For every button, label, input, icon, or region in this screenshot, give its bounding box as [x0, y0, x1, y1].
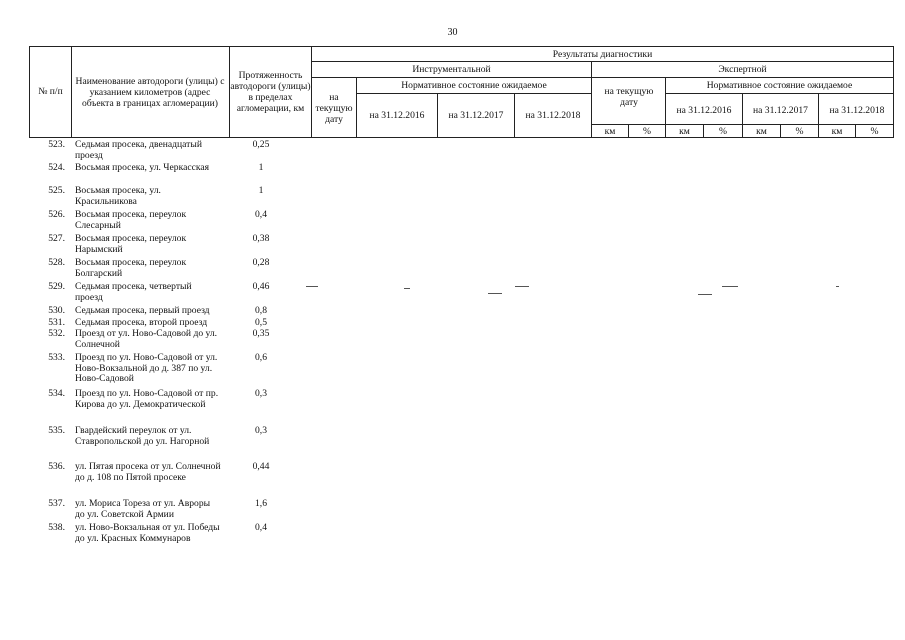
header-inst-2016: на 31.12.2016 — [369, 110, 425, 121]
unit-km-1: км — [604, 125, 616, 137]
header-instrumental: Инструментальной — [412, 64, 491, 75]
scan-speck — [836, 286, 839, 287]
scan-speck — [698, 294, 712, 295]
unit-pct-1: % — [643, 125, 651, 137]
row-number: 525. — [48, 185, 65, 196]
road-name: Седьмая просека, первый проезд — [75, 305, 210, 316]
road-name: Восьмая просека, переулок Слесарный — [75, 209, 187, 231]
road-name: Проезд по ул. Ново-Садовой от ул. Ново-Вокзальной до д. 387 по ул. Ново-Садовой — [75, 352, 218, 385]
row-number: 531. — [48, 317, 65, 328]
unit-pct-4: % — [870, 125, 879, 137]
road-length: 0,25 — [252, 139, 270, 150]
road-length: 0,6 — [255, 352, 267, 363]
header-results: Результаты диагностики — [552, 48, 653, 60]
road-length: 1 — [258, 162, 264, 173]
row-number: 526. — [48, 209, 65, 220]
road-length: 0,38 — [252, 233, 270, 244]
header-border-bottom — [29, 137, 893, 138]
row-number: 533. — [48, 352, 65, 363]
road-length: 0,4 — [255, 209, 267, 220]
row-number: 535. — [48, 425, 65, 436]
scan-speck — [306, 286, 318, 287]
road-length: 0,44 — [252, 461, 270, 472]
row-number: 524. — [48, 162, 65, 173]
scan-speck — [404, 288, 410, 289]
table-row — [29, 426, 329, 462]
unit-km-3: км — [756, 125, 767, 137]
table-body — [29, 140, 329, 559]
road-name: ул. Мориса Тореза от ул. Авроры до ул. Советской Армии — [75, 498, 211, 520]
scan-speck — [722, 286, 738, 287]
header-length: Протяженность автодороги (улицы) в пределах агломерации, км — [230, 70, 311, 114]
header-exp-2016: на 31.12.2016 — [676, 104, 732, 116]
road-length: 0,8 — [255, 305, 267, 316]
row-number: 538. — [48, 522, 65, 533]
header-exp-current: на текущую дату — [604, 86, 654, 108]
row-number: 529. — [48, 281, 65, 292]
header-border-right — [893, 46, 894, 138]
road-length: 0,35 — [252, 328, 270, 339]
row-number: 528. — [48, 257, 65, 268]
table-row — [29, 282, 329, 306]
header-exp-2017: на 31.12.2017 — [753, 104, 808, 116]
unit-pct-2: % — [719, 125, 727, 137]
road-name: Седьмая просека, четвертый проезд — [75, 281, 192, 303]
road-name: ул. Ново-Вокзальная от ул. Победы до ул. Красных Коммунаров — [75, 522, 220, 544]
row-number: 527. — [48, 233, 65, 244]
road-name: ул. Пятая просека от ул. Солнечной до д. 108 по Пятой просеке — [75, 461, 221, 483]
road-name: Проезд по ул. Ново-Садовой от пр. Кирова до ул. Демократической — [75, 388, 219, 410]
table-row — [29, 462, 329, 499]
table-header — [29, 46, 893, 137]
road-length: 0,3 — [255, 425, 267, 436]
road-length: 0,5 — [255, 317, 267, 328]
table-row — [29, 234, 329, 258]
road-length: 0,28 — [252, 257, 270, 268]
page-number: 30 — [447, 27, 458, 38]
road-name: Седьмая просека, двенадцатый проезд — [75, 139, 202, 161]
header-expert: Экспертной — [718, 64, 767, 75]
header-inst-current: на текущую дату — [315, 91, 353, 125]
road-name: Восьмая просека, ул. Черкасская — [75, 162, 210, 173]
row-number: 534. — [48, 388, 65, 399]
row-number: 537. — [48, 498, 65, 509]
road-length: 1,6 — [255, 498, 267, 509]
road-name: Восьмая просека, ул. Красильникова — [75, 185, 161, 207]
scan-speck — [515, 286, 529, 287]
row-sep-normative-exp — [665, 93, 893, 94]
road-name: Восьмая просека, переулок Болгарский — [75, 257, 187, 279]
table-row — [29, 163, 329, 186]
road-name: Восьмая просека, переулок Нарымский — [75, 233, 187, 255]
unit-km-2: км — [679, 125, 690, 137]
header-inst-normative: Нормативное состояние ожидаемое — [401, 80, 547, 91]
row-number: 523. — [48, 139, 65, 150]
unit-pct-3: % — [795, 125, 804, 137]
unit-km-4: км — [831, 125, 843, 137]
road-name: Проезд от ул. Ново-Садовой до ул. Солнечной — [75, 328, 218, 350]
table-row — [29, 186, 329, 210]
table-row — [29, 389, 329, 426]
table-row — [29, 210, 329, 234]
header-inst-2017: на 31.12.2017 — [448, 110, 504, 121]
table-row — [29, 329, 329, 353]
header-name: Наименование автодороги (улицы) с указанием километров (адрес объекта в границах агломерации) — [75, 75, 225, 109]
road-length: 1 — [258, 185, 264, 196]
table-row — [29, 353, 329, 389]
table-row — [29, 499, 329, 523]
col-sep-1 — [71, 46, 72, 137]
road-length: 0,3 — [255, 388, 267, 399]
header-exp-normative: Нормативное состояние ожидаемое — [706, 80, 853, 91]
road-name: Гвардейский переулок от ул. Ставропольской до ул. Нагорной — [75, 425, 210, 447]
header-num: № п/п — [38, 86, 63, 97]
table-row — [29, 140, 329, 163]
row-number: 532. — [48, 328, 65, 339]
row-number: 536. — [48, 461, 65, 472]
table-row — [29, 258, 329, 282]
header-exp-2018: на 31.12.2018 — [829, 104, 885, 116]
scan-speck — [488, 293, 502, 294]
row-number: 530. — [48, 305, 65, 316]
table-row — [29, 523, 329, 559]
header-inst-2018: на 31.12.2018 — [525, 110, 581, 121]
road-length: 0,4 — [255, 522, 267, 533]
road-length: 0,46 — [252, 281, 270, 292]
road-name: Седьмая просека, второй проезд — [75, 317, 208, 328]
